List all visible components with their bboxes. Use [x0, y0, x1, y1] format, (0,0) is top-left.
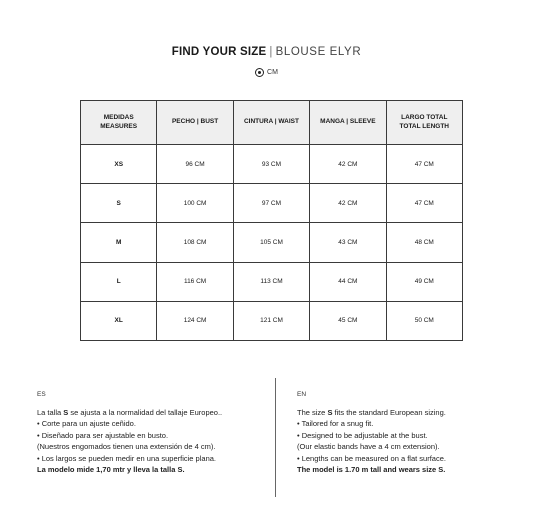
column-divider: [275, 378, 276, 497]
header-bust: PECHO | BUST: [157, 101, 233, 145]
bust-cell: 96 CM: [157, 145, 233, 184]
table-row: [81, 184, 463, 223]
length-cell: 48 CM: [386, 223, 462, 262]
page-title: [0, 46, 533, 58]
header-sleeve: MANGA | SLEEVE: [310, 101, 386, 145]
table-row: [81, 223, 463, 262]
waist-cell: 113 CM: [233, 262, 309, 301]
bust-cell: 124 CM: [157, 301, 233, 340]
note-line: (Nuestros engomados tienen una extensión de 4 cm).: [37, 442, 216, 451]
title-separator: |: [269, 46, 273, 58]
note-line: (Our elastic bands have a 4 cm extension).: [297, 442, 440, 451]
lang-label-es: ES: [37, 391, 46, 398]
table-row: [81, 301, 463, 340]
size-label: L: [81, 262, 157, 301]
size-label: M: [81, 223, 157, 262]
size-table: [80, 100, 463, 341]
note-line: • Lengths can be measured on a flat surface.: [297, 453, 446, 463]
header-measures: MEDIDAS MEASURES: [81, 101, 157, 145]
size-label: S: [81, 184, 157, 223]
radio-selected-icon[interactable]: [255, 68, 264, 77]
header-waist: CINTURA | WAIST: [233, 101, 309, 145]
table-header-row: [81, 101, 463, 145]
length-cell: 47 CM: [386, 184, 462, 223]
note-line: The size S fits the standard European sizing.: [297, 407, 446, 417]
note-line: • Designed to be adjustable at the bust.: [297, 430, 428, 440]
length-cell: 47 CM: [386, 145, 462, 184]
sleeve-cell: 42 CM: [310, 184, 386, 223]
sleeve-cell: 45 CM: [310, 301, 386, 340]
waist-cell: 105 CM: [233, 223, 309, 262]
bust-cell: 100 CM: [157, 184, 233, 223]
title-product: BLOUSE ELYR: [275, 46, 362, 58]
header-total-length: LARGO TOTAL TOTAL LENGTH: [386, 101, 462, 145]
length-cell: 50 CM: [386, 301, 462, 340]
sleeve-cell: 42 CM: [310, 145, 386, 184]
size-label: XS: [81, 145, 157, 184]
bust-cell: 108 CM: [157, 223, 233, 262]
table-row: [81, 262, 463, 301]
waist-cell: 97 CM: [233, 184, 309, 223]
title-main: FIND YOUR SIZE: [171, 46, 267, 58]
model-note: La modelo mide 1,70 mtr y lleva la talla S.: [37, 465, 185, 474]
table-row: [81, 145, 463, 184]
notes-spanish: [37, 389, 267, 476]
notes-english: [297, 389, 522, 476]
bust-cell: 116 CM: [157, 262, 233, 301]
sleeve-cell: 43 CM: [310, 223, 386, 262]
note-line: La talla S se ajusta a la normalidad del tallaje Europeo..: [37, 407, 223, 417]
waist-cell: 93 CM: [233, 145, 309, 184]
model-note: The model is 1.70 m tall and wears size S.: [297, 465, 446, 474]
note-line: • Corte para un ajuste ceñido.: [37, 419, 136, 428]
note-line: • Diseñado para ser ajustable en busto.: [37, 430, 169, 440]
unit-label: CM: [267, 69, 278, 76]
size-label: XL: [81, 301, 157, 340]
sleeve-cell: 44 CM: [310, 262, 386, 301]
note-line: • Los largos se pueden medir en una superficie plana.: [37, 453, 216, 463]
waist-cell: 121 CM: [233, 301, 309, 340]
note-line: • Tailored for a snug fit.: [297, 419, 374, 428]
length-cell: 49 CM: [386, 262, 462, 301]
unit-toggle[interactable]: [0, 68, 533, 77]
lang-label-en: EN: [297, 391, 307, 398]
